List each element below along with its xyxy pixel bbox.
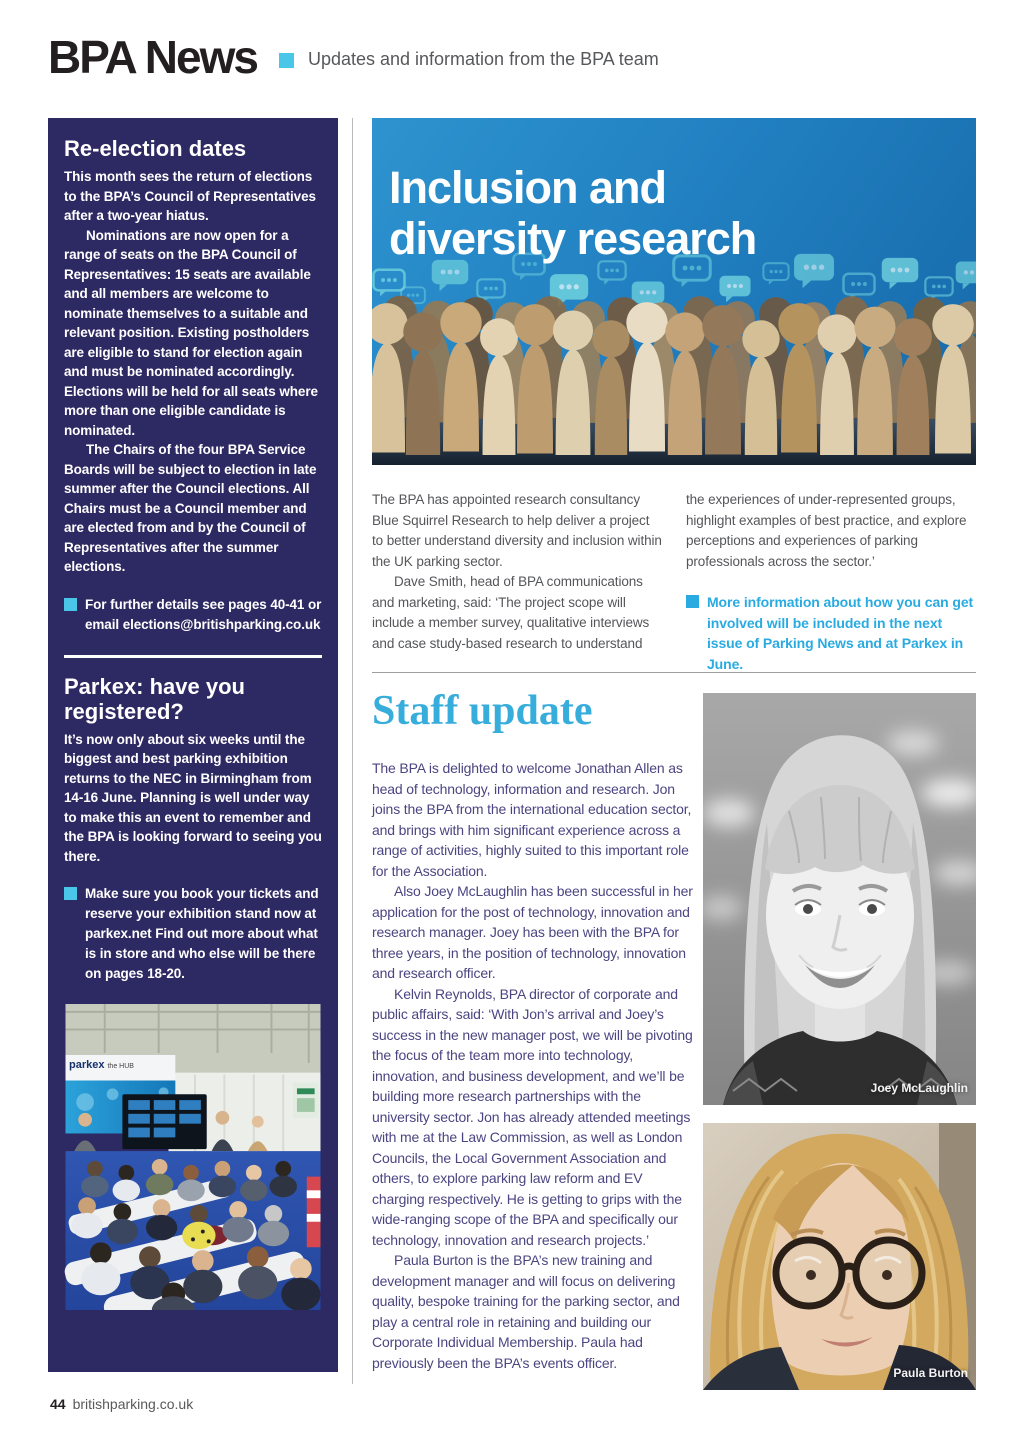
parkex-conference-photo xyxy=(64,1004,322,1310)
note-text: For further details see pages xyxy=(85,596,271,612)
section-divider xyxy=(372,672,976,673)
square-bullet-icon xyxy=(64,598,77,611)
inclusion-column-2 xyxy=(686,490,976,674)
note-text: Find out more about what is in store and who else will be there on pages xyxy=(85,926,318,981)
article-title xyxy=(389,162,756,264)
square-bullet-icon xyxy=(64,887,77,900)
news-sidebar xyxy=(48,118,338,1372)
note-text: Make sure you book your tickets and reserve your exhibition stand now at xyxy=(85,886,319,921)
joey-portrait-illustration xyxy=(703,693,976,1105)
site-url: britishparking.co.uk xyxy=(72,1396,194,1412)
parkex-heading: Parkex: have you registered? xyxy=(64,673,245,724)
staff-paragraph: Also Joey McLaughlin has been successful in her application for the post of technology, innovation and research manager. Joey has been with the BPA for three years, in the position of technology, innovation and research officer. xyxy=(372,883,693,981)
conference-scene-illustration xyxy=(64,1004,322,1310)
reelection-note-text xyxy=(85,595,322,635)
staff-update-heading: Staff update xyxy=(372,688,593,734)
parkex-banner-label xyxy=(69,1060,134,1071)
staff-paragraph: Kelvin Reynolds, BPA director of corporate and public affairs, said: ‘With Jon’s arrival and Joey’s success in the new manager post, we will be pivoting the focus of the team more into technology, innovation, and business development, and we’ll be building more research partnerships with the university sector. Jon has already attended meetings with me at the Law Commission, as well as London Councils, the Local Government Association and others, to explore parking law reform and EV charging respectively. He is getting to grips with the wide-ranging scope of the BPA and specifically our technology, innovation and research projects.’ xyxy=(372,985,693,1248)
page-reference: 40-41 xyxy=(270,596,305,612)
section-tagline: Updates and information from the BPA team xyxy=(307,49,659,69)
column-divider xyxy=(352,118,353,1384)
parkex-banner-brand: parkex xyxy=(69,1059,105,1071)
paula-burton-photo xyxy=(703,1123,976,1390)
article-title-line: Inclusion and xyxy=(389,162,667,214)
photo-caption-paula: Paula Burton xyxy=(893,1366,968,1380)
square-bullet-icon xyxy=(686,595,699,608)
photo-caption-joey: Joey McLaughlin xyxy=(870,1081,968,1095)
note-text: or email xyxy=(85,596,322,632)
page-header xyxy=(48,31,659,83)
wooden-figures-illustration xyxy=(372,250,976,465)
more-info-callout xyxy=(686,592,976,674)
article-title-line: diversity research xyxy=(389,213,757,265)
square-bullet-icon xyxy=(279,53,294,68)
inclusion-column-1 xyxy=(372,490,664,654)
reelection-paragraph: Nominations are now open for a range of seats on the BPA Council of Representatives: 15 seats are available and all members are welcome to nominate themselves to a suitable and relevant position. Existing postholders are eligible to stand for election again and must be nominated accordingly. Elections will be held for all seats where more than one eligible candidate is nominated. xyxy=(64,227,318,438)
page-footer xyxy=(50,1396,193,1412)
article-paragraph: the experiences of under-represented groups, highlight examples of best practice, and explore perceptions and experiences of parking professionals across the sector.’ xyxy=(686,492,967,569)
article-paragraph: Dave Smith, head of BPA communications and marketing, said: ‘The project scope will include a member survey, qualitative interviews and case study-based research to understand xyxy=(372,574,650,651)
staff-update-body xyxy=(372,758,696,1373)
staff-paragraph: Paula Burton is the BPA’s new training and development manager and will focus on delivering quality, bespoke training for the parking sector, and play a central role in retaining and building our Corporate Individual Membership. Paula had previously been the BPA’s events officer. xyxy=(372,1252,680,1371)
parkex-note xyxy=(64,884,322,984)
staff-paragraph: The BPA is delighted to welcome Jonathan Allen as head of technology, information and research. Jon joins the BPA from the international education sector, and brings with him significant experience across a range of activities, highly suited to this important role for the Association. xyxy=(372,760,692,879)
reelection-note xyxy=(64,595,322,635)
wooden-figures-front-row xyxy=(372,302,974,455)
article-paragraph: The BPA has appointed research consultancy Blue Squirrel Research to help deliver a project to better understand diversity and inclusion within the UK parking sector. xyxy=(372,492,662,569)
parkex-note-text xyxy=(85,884,322,984)
section-title: BPA News xyxy=(48,31,257,83)
parkex-paragraph: It’s now only about six weeks until the biggest and best parking exhibition returns to the NEC in Birmingham from 14-16 June. Planning is well under way to make this an event to remember and the BPA is looking forward to seeing you there. xyxy=(64,731,322,864)
inclusion-hero xyxy=(372,118,976,465)
note-text: . xyxy=(181,966,185,981)
reelection-paragraph: This month sees the return of elections to the BPA’s Council of Representatives after a two-year hiatus. xyxy=(64,169,316,223)
page-reference: 18-20 xyxy=(147,966,182,981)
paula-portrait-illustration xyxy=(703,1123,976,1390)
reelection-paragraph: The Chairs of the four BPA Service Boards will be subject to election in late summer after the Council elections. All Chairs must be a Council member and are elected from and by the Council of Representatives after the summer elections. xyxy=(64,442,317,574)
page-number: 44 xyxy=(50,1396,66,1412)
email-link[interactable]: elections@britishparking.co.uk xyxy=(122,616,321,632)
reelection-heading: Re-election dates xyxy=(64,136,247,161)
parkex-site-link[interactable]: parkex.net xyxy=(85,926,152,941)
callout-text: More information about how you can get involved will be included in the next issue of Parking News and at Parkex in June. xyxy=(707,594,974,672)
parkex-banner-sub: the HUB xyxy=(107,1063,134,1070)
joey-mclaughlin-photo xyxy=(703,693,976,1105)
sidebar-divider xyxy=(64,655,322,658)
